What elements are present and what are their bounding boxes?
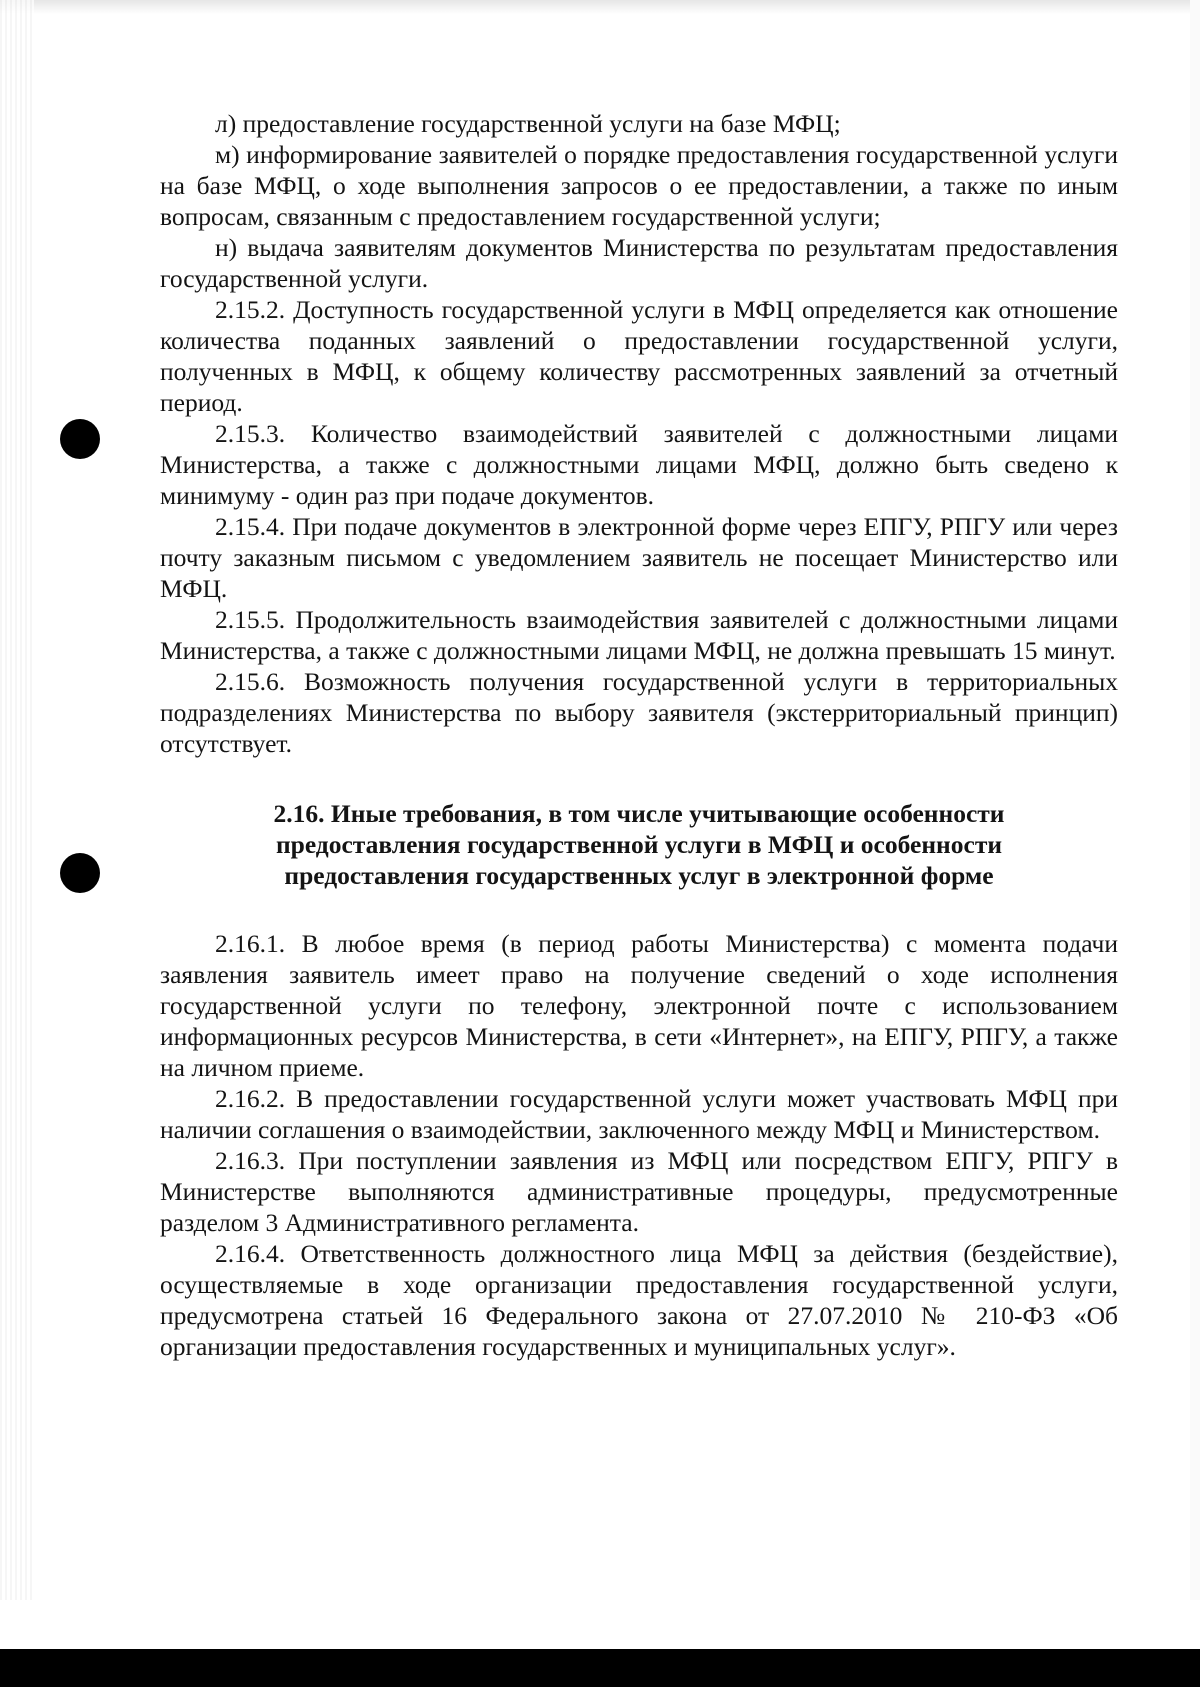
paragraph-2-15-3: 2.15.3. Количество взаимодействий заявителей с должностными лицами Министерства, а также с должностными лицами МФЦ, должно быть сведено к минимуму - один раз при подаче документов. <box>160 419 1118 510</box>
paragraph-2-16-4: 2.16.4. Ответственность должностного лица МФЦ за действия (бездействие), осуществляемые в ходе организации предоставления государственной услуги, предусмотрена статьей 16 Федерального закона от 27.07.2010 № 210-ФЗ «Об организации предоставления государственных и муниципальных услуг». <box>160 1239 1118 1361</box>
heading-line: предоставления государственных услуг в электронной форме <box>284 861 994 890</box>
section-heading-2-16 <box>160 798 1118 891</box>
scan-bottom-band <box>0 1649 1200 1687</box>
scan-right-edge <box>1190 0 1200 1600</box>
list-item-l: л) предоставление государственной услуги на базе МФЦ; <box>215 109 841 138</box>
heading-line: предоставления государственной услуги в МФЦ и особенности <box>275 830 1003 859</box>
paragraph-2-15-6: 2.15.6. Возможность получения государственной услуги в территориальных подразделениях Министерства по выбору заявителя (экстерриториальный принцип) отсутствует. <box>160 667 1118 758</box>
paragraph-2-15-4: 2.15.4. При подаче документов в электронной форме через ЕПГУ, РПГУ или через почту заказным письмом с уведомлением заявитель не посещает Министерство или МФЦ. <box>160 512 1118 603</box>
punch-hole <box>60 853 100 893</box>
scan-left-edge <box>0 0 34 1600</box>
paragraph-2-16-1: 2.16.1. В любое время (в период работы Министерства) с момента подачи заявления заявитель имеет право на получение сведений о ходе исполнения государственной услуги по телефону, электронной почте с использованием информационных ресурсов Министерства, в сети «Интернет», на ЕПГУ, РПГУ, а также на личном приеме. <box>160 929 1118 1082</box>
heading-line: 2.16. Иные требования, в том числе учитывающие особенности <box>273 799 1005 828</box>
paragraph-2-15-5: 2.15.5. Продолжительность взаимодействия заявителей с должностными лицами Министерства, а также с должностными лицами МФЦ, не должна превышать 15 минут. <box>160 605 1118 665</box>
list-item-n: н) выдача заявителям документов Министерства по результатам предоставления государственной услуги. <box>160 233 1118 293</box>
paragraph-2-16-3: 2.16.3. При поступлении заявления из МФЦ или посредством ЕПГУ, РПГУ в Министерстве выполняются административные процедуры, предусмотренные разделом 3 Административного регламента. <box>160 1146 1118 1237</box>
document-page <box>160 108 1118 1362</box>
list-item-m: м) информирование заявителей о порядке предоставления государственной услуги на базе МФЦ, о ходе выполнения запросов о ее предоставлении, а также по иным вопросам, связанным с предоставлением государственной услуги; <box>160 140 1118 231</box>
punch-hole <box>60 419 100 459</box>
paragraph-2-15-2: 2.15.2. Доступность государственной услуги в МФЦ определяется как отношение количества поданных заявлений о предоставлении государственной услуги, полученных в МФЦ, к общему количеству рассмотренных заявлений за отчетный период. <box>160 295 1118 417</box>
scan-top-edge <box>0 0 1200 14</box>
paragraph-2-16-2: 2.16.2. В предоставлении государственной услуги может участвовать МФЦ при наличии соглашения о взаимодействии, заключенного между МФЦ и Министерством. <box>160 1084 1118 1144</box>
